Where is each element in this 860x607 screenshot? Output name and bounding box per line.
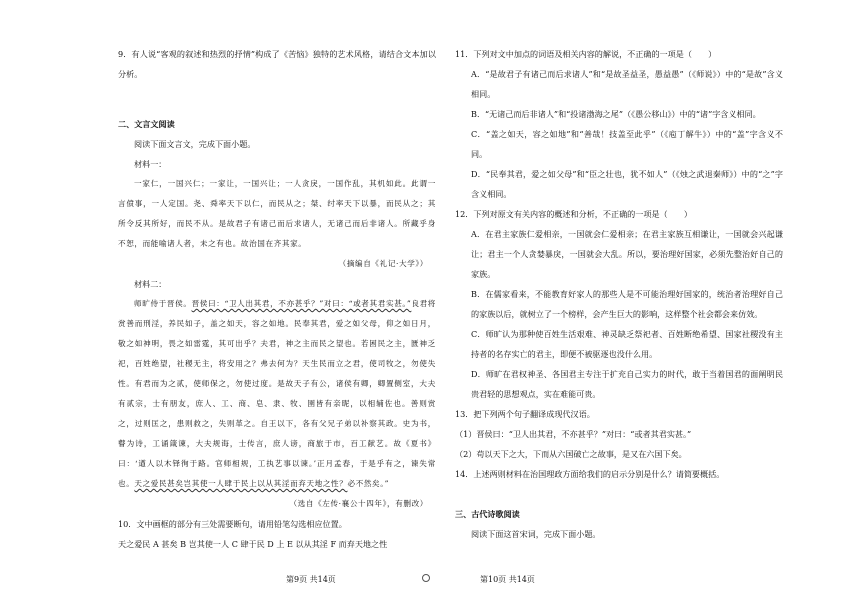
left-page (118, 44, 436, 554)
question-12-option-b: B．在儒家看来，不能教育好家人的那些人是不可能治理好国家的，统治者治理好自己的家族以后，就树立了一个榜样，会产生巨大的影响，这样整个社会都会来仿效。 (471, 289, 783, 319)
page-number-left: 第9页 共14页 (286, 575, 336, 584)
question-11: 11．下列对文中加点的词语及相关内容的解说，不正确的一项是（ ） (455, 49, 717, 59)
material-2-text (118, 294, 436, 494)
material-2-label: 材料二： (134, 279, 167, 289)
question-11-option-a: A．“是故君子有诸己而后求诸人”和“是故圣益圣，愚益愚”（《师说》）中的“是故”含义相同。 (471, 69, 783, 99)
question-11-option-b: B．“无诸己而后非诸人”和“投诸渤海之尾”（《愚公移山》）中的“诸”字含义相同。 (471, 109, 761, 119)
question-9: 9．有人说“客观的叙述和热烈的抒情”构成了《苦恼》独特的艺术风格，请结合文本加以分析。 (118, 49, 436, 79)
right-page (455, 44, 783, 544)
material-2-source: （选自《左传·襄公十四年》，有删改） (289, 499, 428, 508)
question-13-sentence-2: （2）苟以天下之大，下而从六国破亡之故事，是又在六国下矣。 (455, 449, 687, 459)
material-1-source: （摘编自《礼记·大学》） (338, 259, 428, 268)
question-12-option-d: D．师旷在君权神圣、各国君主专注于扩充自己实力的时代，敢于当着国君的面阐明民贵君轻的思想观点，实在难能可贵。 (471, 369, 783, 399)
binding-hole-icon (422, 574, 430, 582)
question-10: 10．文中画框的部分有三处需要断句，请用铅笔勾选相应位置。 (118, 519, 347, 529)
page-number-right: 第10页 共14页 (480, 575, 535, 584)
material-2-ending: 必不然矣。” (347, 479, 390, 488)
material-2-boxed-sentence: 天之爱民甚矣岂其使一人肆于民上以从其淫而弃天地之性？ (134, 479, 348, 488)
question-14: 14．上述两则材料在治国理政方面给我们的启示分别是什么？请简要概括。 (455, 469, 725, 479)
material-2-body: 良君将赏善而刑淫，养民如子，盖之如天，容之如地。民奉其君，爱之如父母，仰之如日月，敬之如神明，畏之如雷霆，其可出乎？夫君，神之主而民之望也。若困民之主，匮神乏祀，百姓绝望，社稷无主，将安用之？弗去何为？天生民而立之君，使司牧之，勿使失性。有君而为之贰，使师保之，勿使过度。是故天子有公，诸侯有卿，卿置侧室，大夫有贰宗，士有朋友，庶人、工、商、皂、隶、牧、圉皆有亲昵，以相辅佐也。善则赏之，过则匡之，患则救之，失则革之。自王以下，各有父兄子弟以补察其政。史为书，瞽为诗，工诵箴谏，大夫规诲，士传言，庶人谤，商旅于市，百工献艺。故《夏书》曰：‘遒人以木铎徇于路。官师相规，工执艺事以谏。’正月孟春，于是乎有之，谏失常也。 (118, 299, 436, 488)
poetry-instruction: 阅读下面这首宋词，完成下面小题。 (471, 529, 601, 539)
material-2-dialogue-underlined: 晋侯曰：“卫人出其君，不亦甚乎？”对曰：“或者其君实甚。” (191, 299, 412, 308)
question-12-option-a: A．在君主家族仁爱相亲，一国就会仁爱相亲；在君主家族互相谦让，一国就会兴起谦让；君主一个人贪婪暴戾，一国就会大乱。所以，要治理好国家，必须先整治好自己的家族。 (471, 229, 783, 279)
section-instruction: 阅读下面文言文，完成下面小题。 (134, 139, 256, 149)
material-1-label: 材料一： (134, 159, 167, 169)
question-11-option-d: D．“民奉其君，爱之如父母”和“臣之壮也，犹不如人”（《烛之武退秦师》）中的“之”字含义相同。 (471, 169, 783, 199)
question-10-options: 天之爱民 A 甚矣 B 岂其使一人 C 肆于民 D 上 E 以从其淫 F 而弃天地之性 (118, 539, 388, 549)
section-title-poetry: 三、古代诗歌阅读 (455, 509, 520, 519)
question-12: 12．下列对原文有关内容的概述和分析，不正确的一项是（ ） (455, 209, 692, 219)
question-13: 13．把下列两个句子翻译成现代汉语。 (455, 409, 595, 419)
question-12-option-c: C．师旷认为那种使百姓生活艰难、神灵缺乏祭祀者、百姓断绝希望、国家社稷没有主持者的名存实亡的君主，即便不被驱逐也没什么用。 (471, 329, 783, 359)
question-11-option-c: C．“盖之如天，容之如地”和“善哉！技盖至此乎”（《庖丁解牛》）中的“盖”字含义不同。 (471, 129, 783, 159)
section-title-classical-chinese: 二、文言文阅读 (118, 119, 175, 129)
question-13-sentence-1: （1）晋侯曰：“卫人出其君，不亦甚乎？”对曰：“或者其君实甚。” (455, 429, 692, 439)
material-2-opening: 师旷侍于晋侯。 (134, 299, 192, 308)
material-1-text: 一家仁，一国兴仁；一家让，一国兴让；一人贪戾，一国作乱，其机如此。此谓一言偾事，一人定国。尧、舜率天下以仁，而民从之；桀、纣率天下以暴，而民从之；其所令反其所好，而民不从。是故君子有诸己而后求诸人，无诸己而后非诸人。所藏乎身不恕，而能喻诸人者，未之有也。故治国在齐其家。 (118, 179, 436, 248)
